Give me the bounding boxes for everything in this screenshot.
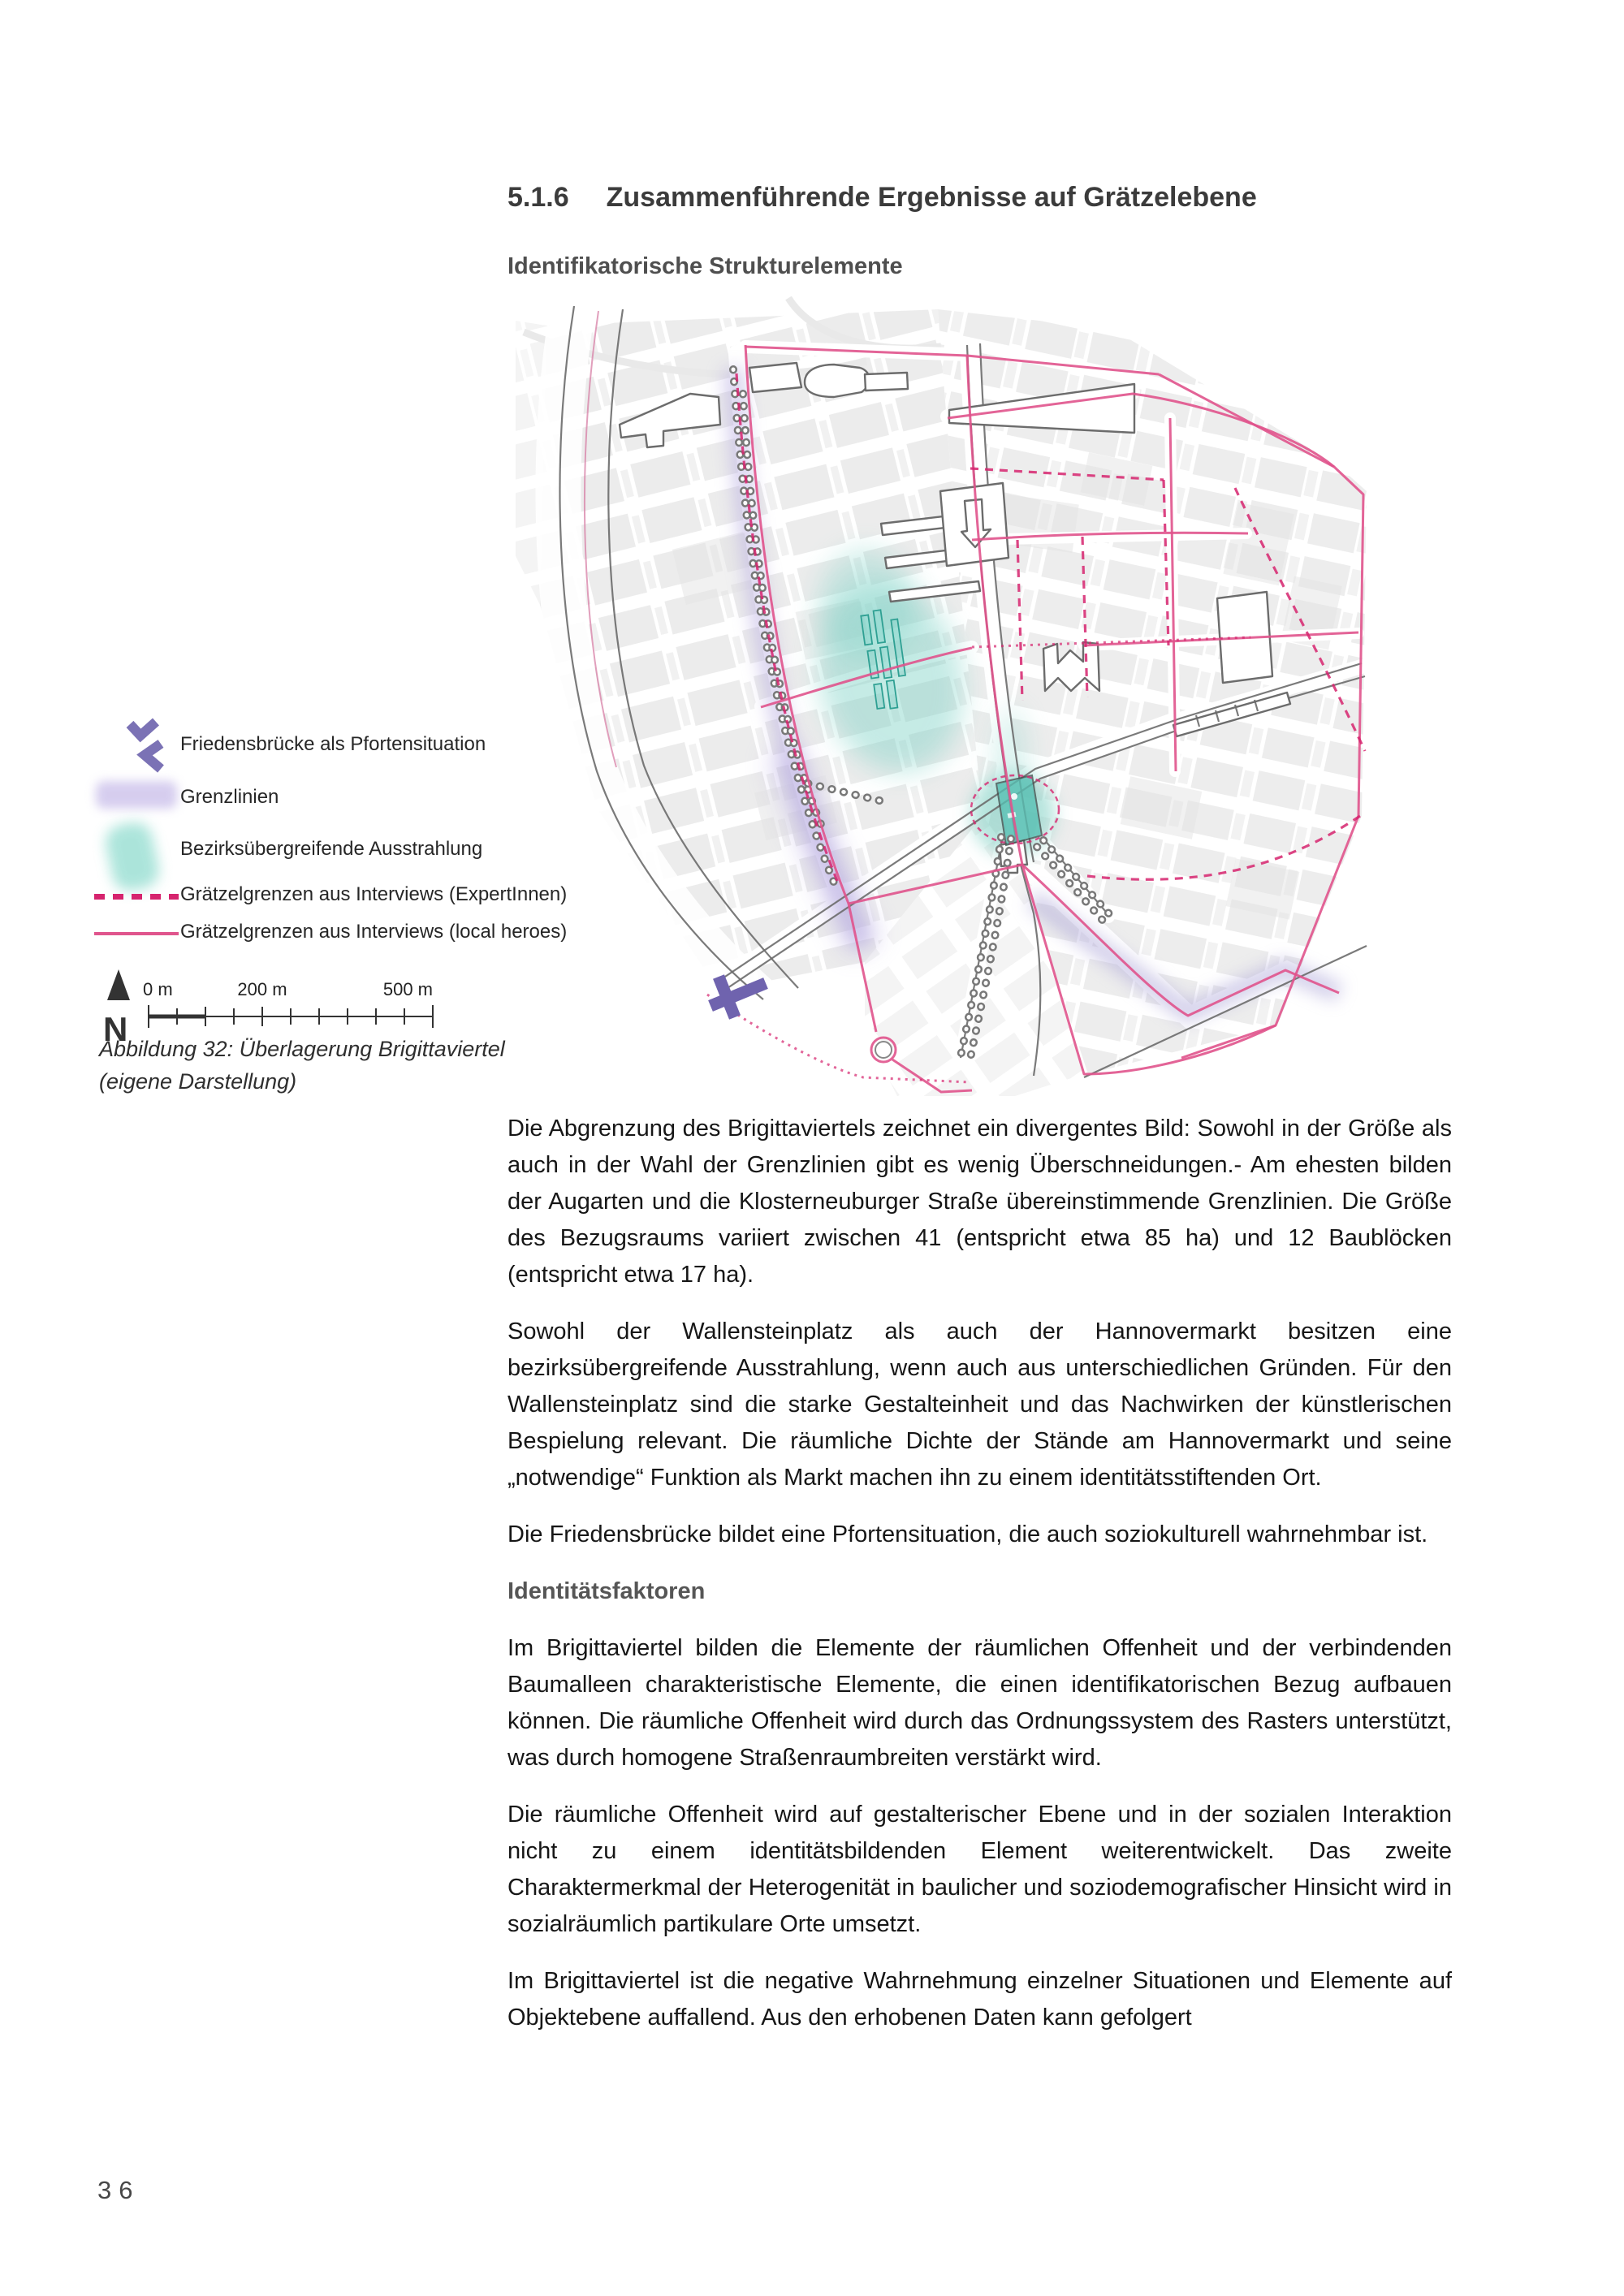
bridge-icon xyxy=(123,714,174,778)
north-arrow-icon xyxy=(107,969,130,1000)
scale-label-200: 200 m xyxy=(237,979,287,999)
scale-label-500: 500 m xyxy=(382,979,433,999)
section-heading xyxy=(508,182,1257,214)
grenzlinien-swatch xyxy=(96,781,177,809)
scale-label-0: 0 m xyxy=(143,979,173,999)
section-number: 5.1.6 xyxy=(508,182,569,213)
paragraph-wahrnehmung: Im Brigittaviertel ist die negative Wahrnehmung einzelner Situationen und Elemente auf Objektebene auffallend. Aus den erhobenen Daten kann gefolgert xyxy=(508,1968,1452,2031)
legend-label-friedensbruecke: Friedensbrücke als Pfortensituation xyxy=(180,733,486,755)
legend-label-localheroes: Grätzelgrenzen aus Interviews (local heroes) xyxy=(180,921,568,943)
section-title: Zusammenführende Ergebnisse auf Grätzelebene xyxy=(606,182,1257,213)
body-text-column xyxy=(508,1111,1452,2056)
legend-label-grenzlinien: Grenzlinien xyxy=(180,786,279,808)
subheading-strukturelemente: Identifikatorische Strukturelemente xyxy=(508,253,903,279)
page-number: 36 xyxy=(97,2176,140,2204)
legend-label-expertinnen: Grätzelgrenzen aus Interviews (ExpertInnen) xyxy=(180,883,568,905)
paragraph-pfortensituation: Die Friedensbrücke bildet eine Pfortensituation, die auch soziokulturell wahrnehmbar ist. xyxy=(508,1521,1428,1547)
subheading-identitaetsfaktoren: Identitätsfaktoren xyxy=(508,1578,706,1604)
north-label: N xyxy=(103,1010,128,1048)
map-figure xyxy=(516,296,1380,1096)
expert-dashed-swatch xyxy=(94,894,179,900)
figure-caption xyxy=(99,1033,554,1098)
paragraph-abgrenzung: Die Abgrenzung des Brigittaviertels zeichnet ein divergentes Bild: Sowohl in der Größe als auch in der Wahl der Grenzlinien gibt es wenig Überschneidungen.- Am ehesten bilden der Augarten und die Klosterneuburger Straße übereinstimmende Grenzlinien. Die Größe des Bezugsraums variiert zwischen 41 (entspricht etwa 85 ha) und 12 Baublöcken (entspricht etwa 17 ha). xyxy=(508,1116,1452,1288)
paragraph-ausstrahlung: Sowohl der Wallensteinplatz als auch der Hannovermarkt besitzen eine bezirksübergreifende Ausstrahlung, wenn auch aus unterschiedlichen Gründen. Für den Wallensteinplatz sind die starke Gestalteinheit und das Nachwirken der künstlerischen Bespielung relevant. Die räumliche Dichte der Stände am Hannovermarkt und seine „notwendige“ Funktion als Markt machen ihn zu einem identitätsstiftenden Ort. xyxy=(508,1318,1452,1491)
ausstrahlung-swatch xyxy=(102,819,162,894)
figure-caption-line2: (eigene Darstellung) xyxy=(99,1069,297,1094)
paragraph-offenheit: Im Brigittaviertel bilden die Elemente der räumlichen Offenheit und der verbindenden Baumalleen charakteristische Elemente, die einen identifikatorischen Bezug aufbauen können. Die räumliche Offenheit wird durch das Ordnungssystem des Rasters unterstützt, was durch homogene Straßenraumbreiten verstärkt wird. xyxy=(508,1635,1452,1771)
legend-label-ausstrahlung: Bezirksübergreifende Ausstrahlung xyxy=(180,838,483,860)
paragraph-interaktion: Die räumliche Offenheit wird auf gestalterischer Ebene und in der sozialen Interaktion nicht zu einem identitätsbildenden Element weiterentwickelt. Das zweite Charaktermerkmal der Heterogenität in baulicher und soziodemografischer Hinsicht wird in sozialräumlich partikulare Orte umsetzt. xyxy=(508,1802,1452,1937)
localheroes-line-swatch xyxy=(94,932,179,935)
figure-caption-line1: Abbildung 32: Überlagerung Brigittaviertel xyxy=(99,1037,505,1061)
